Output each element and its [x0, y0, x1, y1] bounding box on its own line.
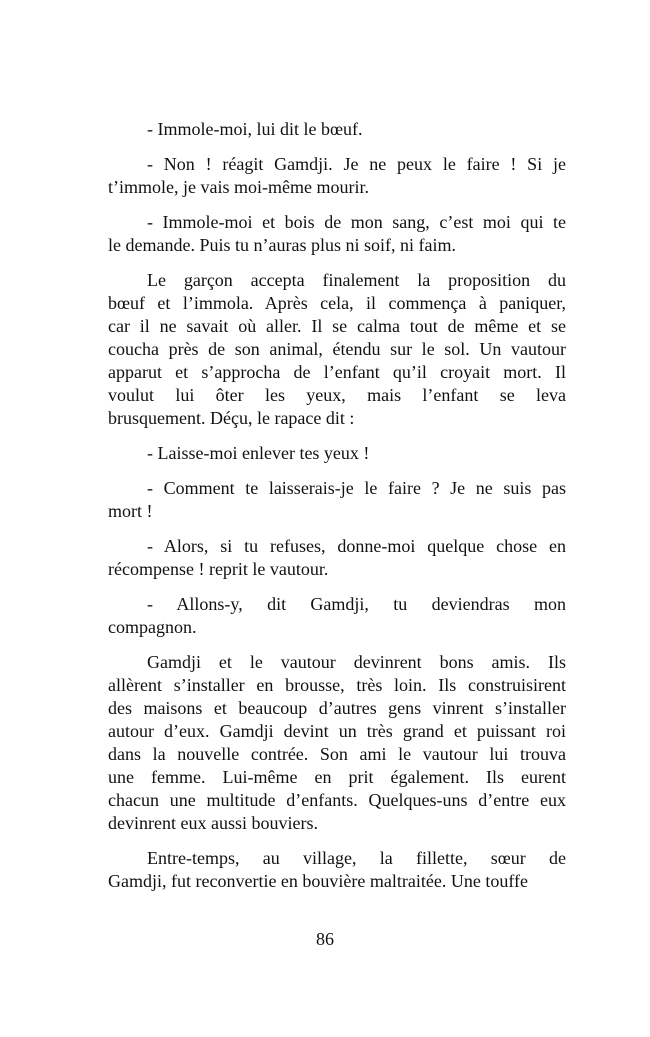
text-line: Le garçon accepta finalement la proposition du: [147, 270, 566, 290]
page-number: 86: [316, 929, 334, 949]
text-line: car il ne savait où aller. Il se calma tout de même et se: [108, 316, 566, 336]
text-line: - Non ! réagit Gamdji. Je ne peux le faire ! Si je: [147, 154, 566, 174]
text-line: compagnon.: [108, 617, 197, 637]
text-line: apparut et s’approcha de l’enfant qu’il croyait mort. Il: [108, 362, 566, 382]
text-line: t’immole, je vais moi-même mourir.: [108, 177, 369, 197]
paragraph: [108, 153, 566, 199]
paragraph: [108, 477, 566, 523]
paragraph: [108, 593, 566, 639]
paragraph: [108, 442, 566, 465]
text-line: brusquement. Déçu, le rapace dit :: [108, 408, 355, 428]
text-line: récompense ! reprit le vautour.: [108, 559, 329, 579]
text-line: - Alors, si tu refuses, donne-moi quelque chose en: [147, 536, 566, 556]
text-line: Gamdji, fut reconvertie en bouvière maltraitée. Une touffe: [108, 871, 528, 891]
text-line: bœuf et l’immola. Après cela, il commença à paniquer,: [108, 293, 566, 313]
text-line: devinrent eux aussi bouviers.: [108, 813, 318, 833]
text-line: allèrent s’installer en brousse, très loin. Ils construisirent: [108, 675, 566, 695]
text-line: - Comment te laisserais-je le faire ? Je ne suis pas: [147, 478, 566, 498]
paragraph: [108, 269, 566, 430]
text-line: autour d’eux. Gamdji devint un très grand et puissant roi: [108, 721, 566, 741]
text-line: des maisons et beaucoup d’autres gens vinrent s’installer: [108, 698, 566, 718]
text-line: dans la nouvelle contrée. Son ami le vautour lui trouva: [108, 744, 566, 764]
paragraph: [108, 118, 566, 141]
paragraph: [108, 651, 566, 835]
paragraph: [108, 847, 566, 893]
text-line: voulut lui ôter les yeux, mais l’enfant se leva: [108, 385, 566, 405]
page-body: [108, 118, 566, 905]
text-line: - Laisse-moi enlever tes yeux !: [147, 443, 370, 463]
text-line: - Allons-y, dit Gamdji, tu deviendras mon: [147, 594, 566, 614]
text-line: Gamdji et le vautour devinrent bons amis. Ils: [147, 652, 566, 672]
text-line: une femme. Lui-même en prit également. Ils eurent: [108, 767, 566, 787]
text-line: Entre-temps, au village, la fillette, sœur de: [147, 848, 566, 868]
text-line: mort !: [108, 501, 153, 521]
text-line: le demande. Puis tu n’auras plus ni soif, ni faim.: [108, 235, 456, 255]
text-line: - Immole-moi et bois de mon sang, c’est moi qui te: [147, 212, 566, 232]
text-line: chacun une multitude d’enfants. Quelques-uns d’entre eux: [108, 790, 566, 810]
paragraph: [108, 535, 566, 581]
paragraph: [108, 211, 566, 257]
text-line: coucha près de son animal, étendu sur le sol. Un vautour: [108, 339, 566, 359]
text-line: - Immole-moi, lui dit le bœuf.: [147, 119, 363, 139]
